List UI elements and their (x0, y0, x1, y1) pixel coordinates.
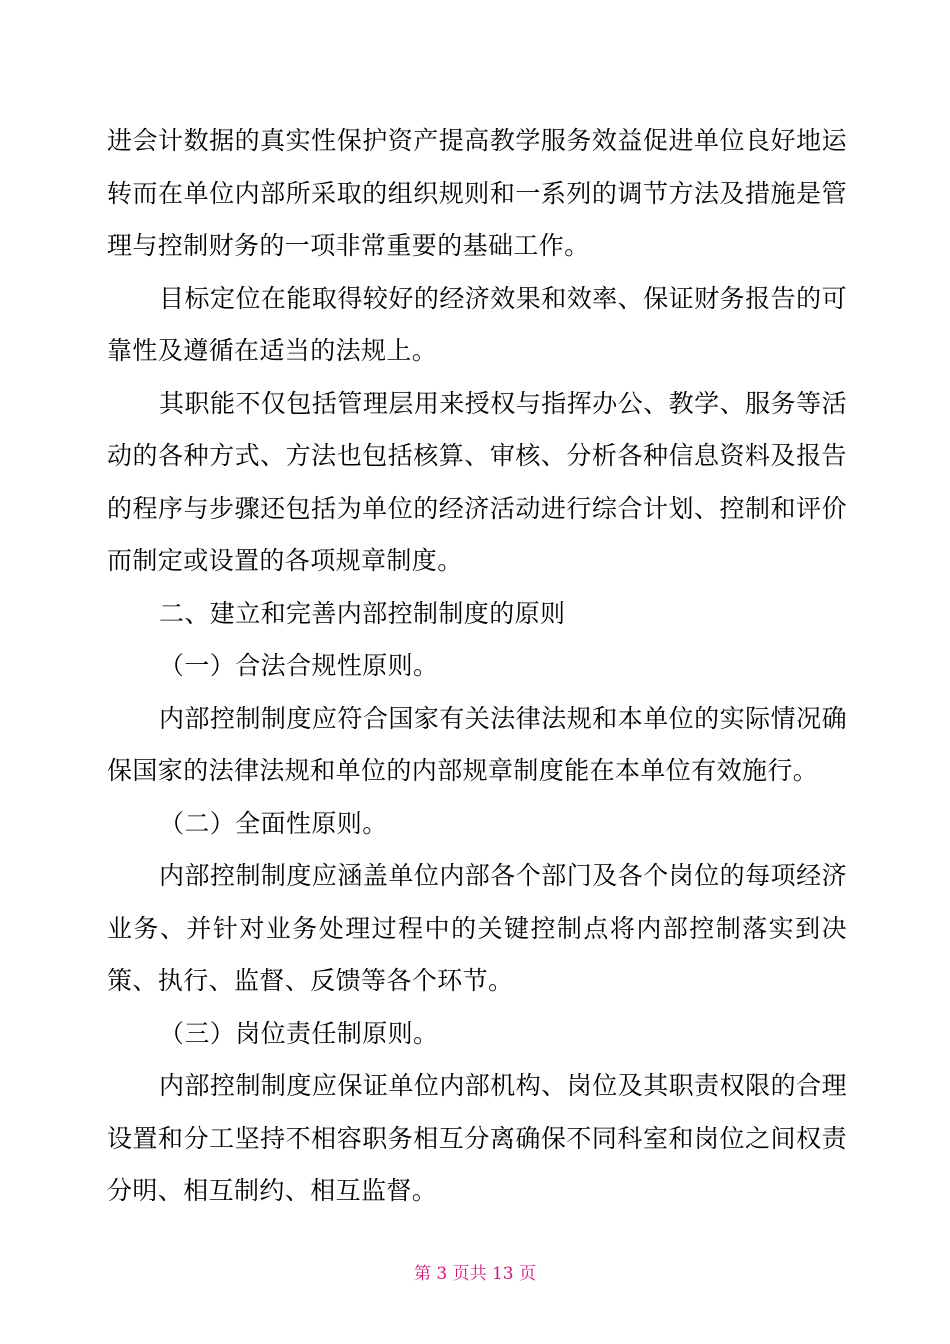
section-heading-principles: 二、建立和完善内部控制制度的原则 (159, 598, 566, 628)
paragraph-responsibility: 内部控制制度应保证单位内部机构、岗位及其职责权限的合理设置和分工坚持不相容职务相互分离确保不同科室和岗位之间权责分明、相互制约、相互监督。 (107, 1071, 847, 1205)
paragraph-continued: 进会计数据的真实性保护资产提高教学服务效益促进单位良好地运转而在单位内部所采取的组织规则和一系列的调节方法及措施是管理与控制财务的一项非常重要的基础工作。 (107, 126, 847, 260)
subheading-legality: （一）合法合规性原则。 (159, 651, 439, 680)
paragraph-legality: 内部控制制度应符合国家有关法律法规和本单位的实际情况确保国家的法律法规和单位的内部规章制度能在本单位有效施行。 (107, 703, 847, 785)
subheading-comprehensiveness: （二）全面性原则。 (159, 808, 388, 838)
subheading-responsibility: （三）岗位责任制原则。 (159, 1018, 439, 1048)
paragraph-comprehensiveness: 内部控制制度应涵盖单位内部各个部门及各个岗位的每项经济业务、并针对业务处理过程中的关键控制点将内部控制落实到决策、执行、监督、反馈等各个环节。 (107, 861, 847, 995)
page-number-footer: 第 3 页共 13 页 (413, 1264, 537, 1284)
paragraph-goal: 目标定位在能取得较好的经济效果和效率、保证财务报告的可靠性及遵循在适当的法规上。 (107, 283, 847, 365)
paragraph-functions: 其职能不仅包括管理层用来授权与指挥办公、教学、服务等活动的各种方式、方法也包括核算、审核、分析各种信息资料及报告的程序与步骤还包括为单位的经济活动进行综合计划、控制和评价而制定或设置的各项规章制度。 (107, 388, 847, 575)
document-body (107, 115, 847, 1218)
